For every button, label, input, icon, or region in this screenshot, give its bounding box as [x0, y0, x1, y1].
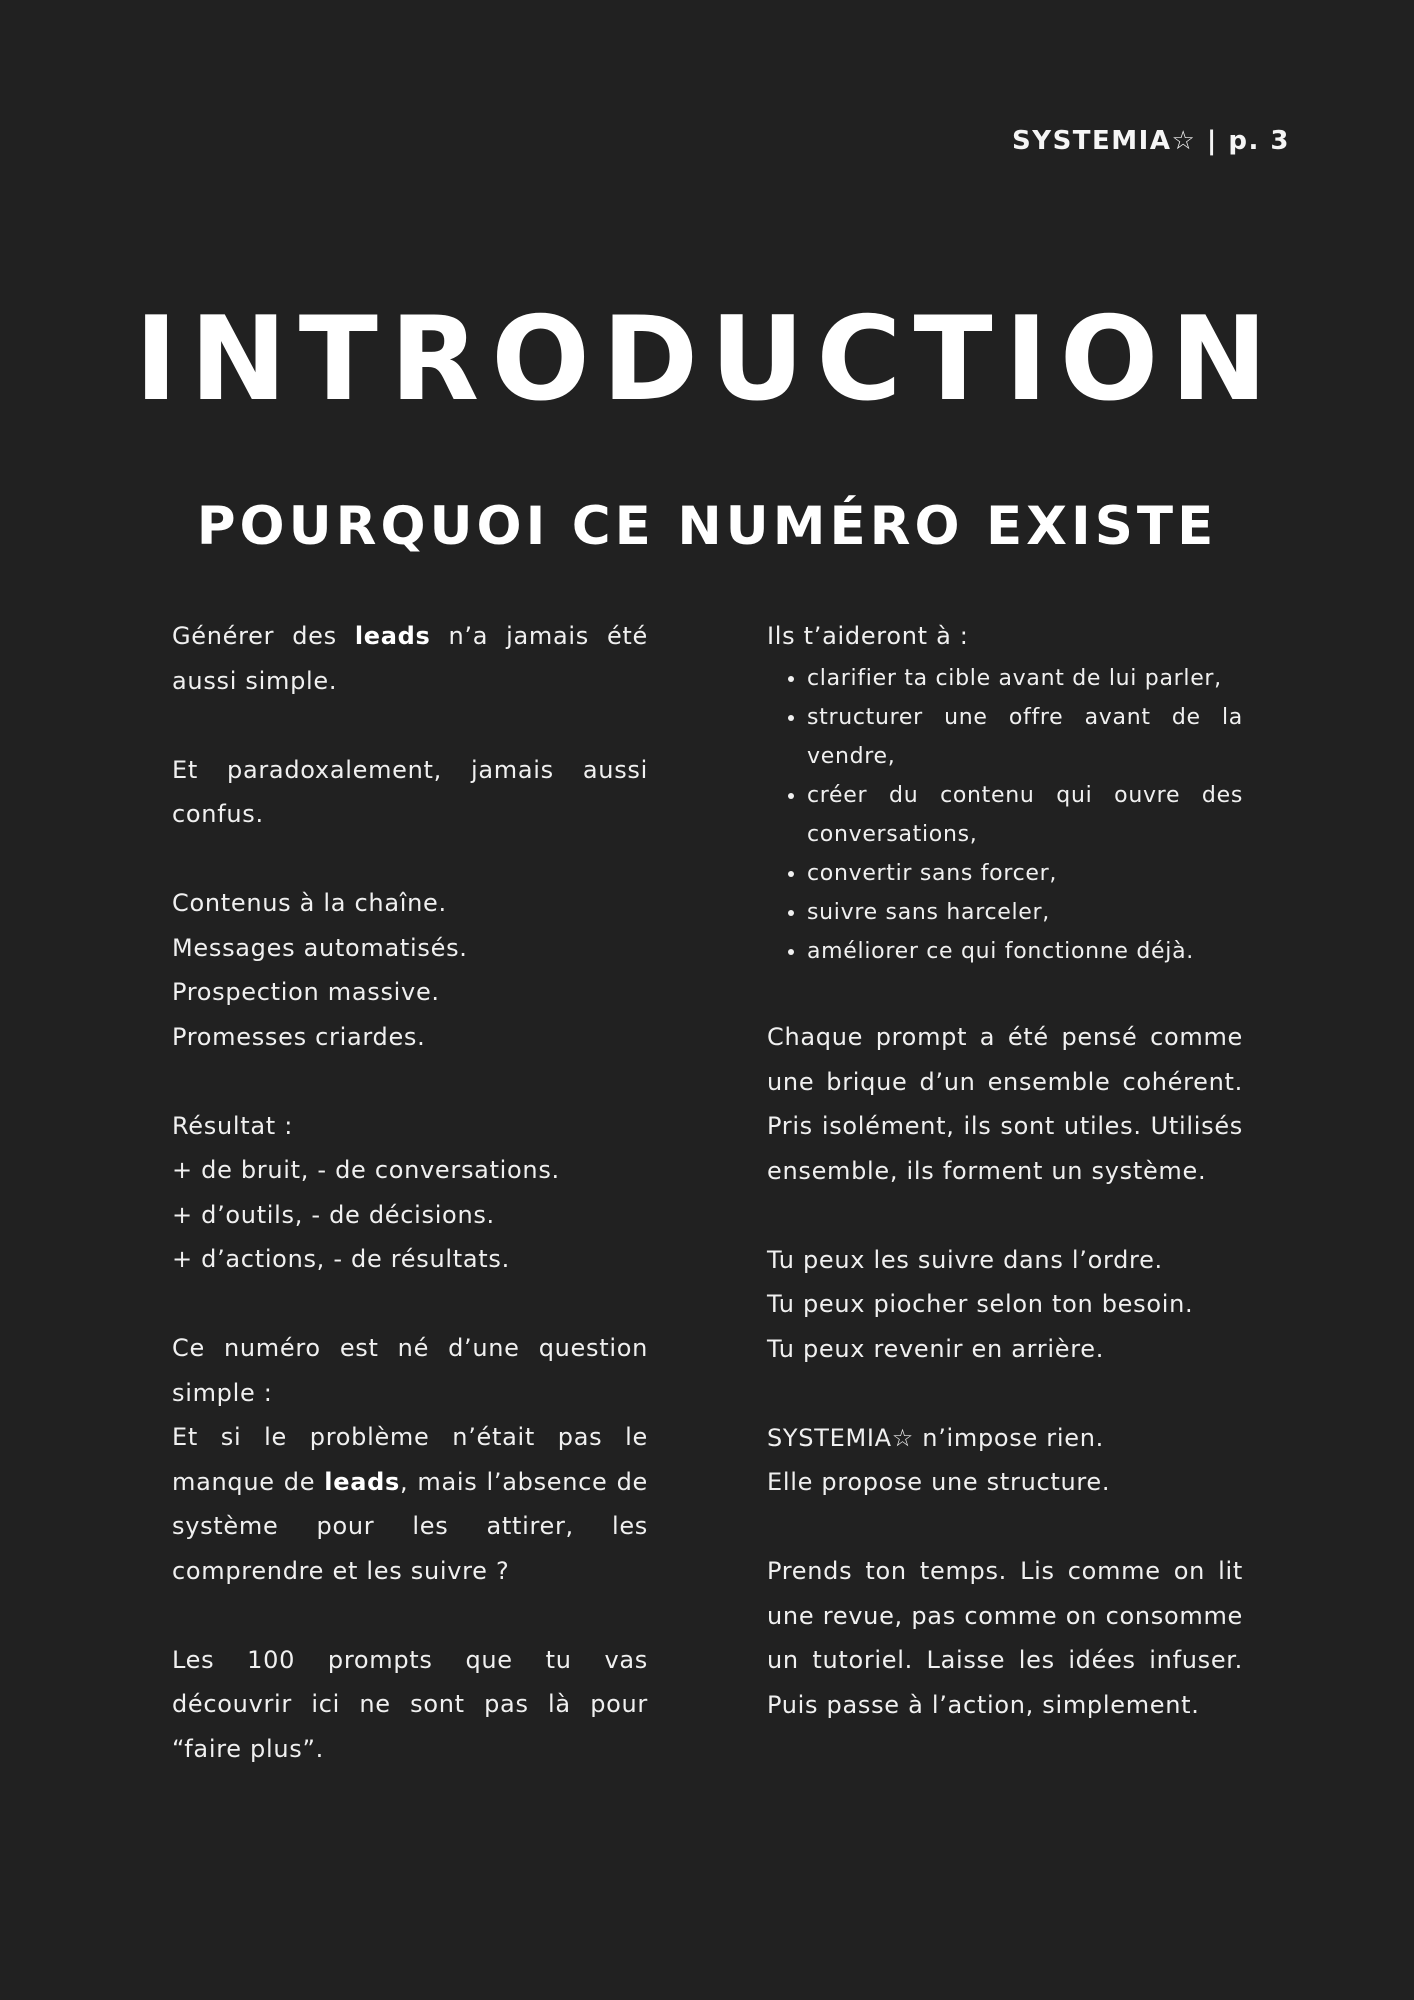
line: Résultat : [172, 1111, 293, 1140]
paragraph-prompts: Les 100 prompts que tu vas découvrir ici ne sont pas là pour “faire plus”. [172, 1645, 648, 1763]
page-title: INTRODUCTION [134, 292, 1280, 427]
line: Tu peux revenir en arrière. [767, 1334, 1105, 1363]
paragraph-intro [172, 614, 648, 703]
bold-keyword: leads [354, 622, 431, 650]
paragraph-problem [172, 1415, 648, 1593]
bullet-list [767, 659, 1243, 971]
paragraph-question: Ce numéro est né d’une question simple : [172, 1334, 648, 1407]
bold-keyword: leads [324, 1467, 400, 1496]
list-item: • clarifier ta cible avant de lui parler, [807, 659, 1243, 698]
line: + d’outils, - de décisions. [172, 1200, 495, 1229]
line: Tu peux piocher selon ton besoin. [767, 1290, 1194, 1318]
line: Elle propose une structure. [767, 1468, 1111, 1496]
running-head: SYSTEMIA☆ | p. 3 [1012, 126, 1290, 156]
paragraph-paradox: Et paradoxalement, jamais aussi confus. [172, 755, 648, 828]
left-column [172, 614, 648, 1816]
text-span: , mais l’absence de système pour les attirer, les comprendre et les suivre ? [172, 1467, 648, 1585]
list-item: • convertir sans forcer, [807, 854, 1243, 893]
paragraph-result [172, 1104, 648, 1282]
paragraph-list-lines [172, 881, 648, 1059]
line: + de bruit, - de conversations. [172, 1156, 560, 1184]
text-span: Générer des [172, 622, 355, 650]
paragraph-structure [767, 1416, 1243, 1505]
line: Tu peux les suivre dans l’ordre. [767, 1245, 1163, 1274]
page-subtitle: POURQUOI CE NUMÉRO EXISTE [196, 496, 1218, 557]
list-item: • structurer une offre avant de la vendre, [807, 698, 1243, 776]
line: SYSTEMIA☆ n’impose rien. [767, 1423, 1104, 1452]
right-column [767, 614, 1243, 1772]
text-span: n’a jamais été aussi simple. [172, 622, 648, 695]
line: Messages automatisés. [172, 933, 468, 962]
paragraph-brick: Chaque prompt a été pensé comme une brique d’un ensemble cohérent. Pris isolément, ils sont utiles. Utilisés ensemble, ils forment un système. [767, 1023, 1243, 1185]
bullets-intro: Ils t’aideront à : [767, 622, 969, 650]
paragraph-take-time: Prends ton temps. Lis comme on lit une revue, pas comme on consomme un tutoriel. Laisse les idées infuser. Puis passe à l’action, simplement. [767, 1557, 1243, 1719]
list-item: • suivre sans harceler, [807, 893, 1243, 932]
line: + d’actions, - de résultats. [172, 1245, 510, 1273]
paragraph-usage [767, 1238, 1243, 1372]
list-item: • améliorer ce qui fonctionne déjà. [807, 932, 1243, 971]
line: Contenus à la chaîne. [172, 889, 447, 917]
list-item: • créer du contenu qui ouvre des conversations, [807, 776, 1243, 854]
line: Prospection massive. [172, 978, 440, 1006]
text-span: Et si le problème n’était pas le manque de [172, 1423, 648, 1496]
line: Promesses criardes. [172, 1022, 426, 1051]
